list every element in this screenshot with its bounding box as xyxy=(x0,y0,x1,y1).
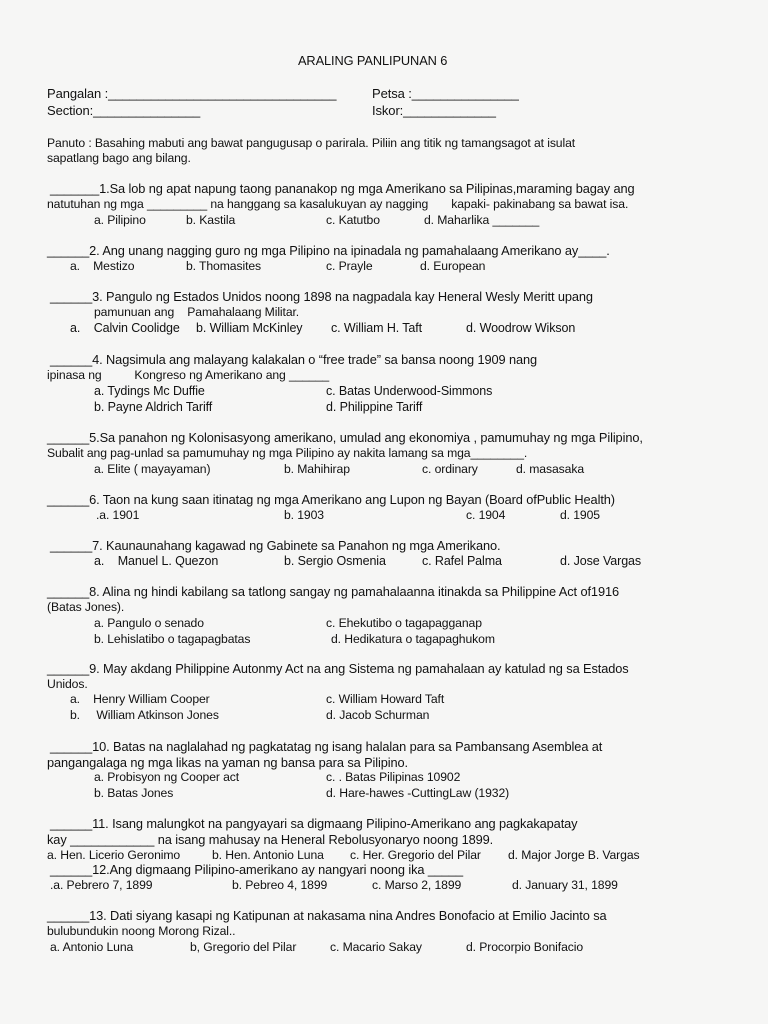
choice-c: c. Batas Underwood-Simmons xyxy=(326,384,493,398)
question-text: ______11. Isang malungkot na pangyayari sa digmaang Pilipino-Amerikano ang pagkakapatay xyxy=(50,816,578,831)
question-text: ______2. Ang unang nagging guro ng mga Pilipino na ipinadala ng pamahalaang Amerikano ay____. xyxy=(47,243,610,258)
choice-c: c. Katutbo xyxy=(326,213,380,227)
choice-a: a. Mestizo xyxy=(70,259,135,273)
question-text: ipinasa ng Kongreso ng Amerikano ang ______ xyxy=(47,368,330,382)
choice-c: c. Ehekutibo o tagapagganap xyxy=(326,616,482,630)
choice-a: a. Pilipino xyxy=(94,213,146,227)
question-text: kay ____________ na isang mahusay na Heneral Rebolusyonaryo noong 1899. xyxy=(47,832,494,847)
question-text: ______6. Taon na kung saan itinatag ng mga Amerikano ang Lupon ng Bayan (Board ofPublic Health) xyxy=(47,492,615,507)
question-text: Unidos. xyxy=(47,677,88,691)
choice-a: a. Elite ( mayayaman) xyxy=(94,462,211,476)
choice-b: b. Sergio Osmenia xyxy=(284,554,386,568)
question-text: ______5.Sa panahon ng Kolonisasyong amerikano, umulad ang ekonomiya , pamumuhay ng mga Pilipino, xyxy=(47,430,643,445)
choice-b: b, Gregorio del Pilar xyxy=(190,940,297,954)
question-text: ______13. Dati siyang kasapi ng Katipunan at nakasama nina Andres Bonofacio at Emilio Jacinto sa xyxy=(47,908,607,923)
choice-b: b. 1903 xyxy=(284,508,324,522)
page-title: ARALING PANLIPUNAN 6 xyxy=(298,53,448,68)
choice-c: c. Prayle xyxy=(326,259,373,273)
question-text: ______7. Kaunaunahang kagawad ng Gabinete sa Panahon ng mga Amerikano. xyxy=(50,538,501,553)
choice-d: d. Jose Vargas xyxy=(560,554,642,568)
choice-b: b. Thomasites xyxy=(186,259,262,273)
choice-a: a. Hen. Licerio Geronimo xyxy=(47,848,181,862)
choice-a: a. Calvin Coolidge xyxy=(70,321,180,335)
question-text: pangangalaga ng mga likas na yaman ng bansa para sa Pilipino. xyxy=(47,755,408,770)
question-text: _______1.Sa lob ng apat napung taong pananakop ng mga Amerikano sa Pilipinas,maraming bagay ang xyxy=(50,181,635,196)
choice-b: b. Lehislatibo o tagapagbatas xyxy=(94,632,251,646)
question-text: bulubundukin noong Morong Rizal.. xyxy=(47,924,236,938)
choice-d: d. Hedikatura o tagapaghukom xyxy=(331,632,495,646)
choice-b: b. Kastila xyxy=(186,213,236,227)
choice-a: a. Manuel L. Quezon xyxy=(94,554,219,568)
choice-d: d. 1905 xyxy=(560,508,600,522)
choice-d: d. Hare-hawes -CuttingLaw (1932) xyxy=(326,786,510,800)
choice-b: b. William Atkinson Jones xyxy=(70,708,219,722)
choice-d: d. masasaka xyxy=(516,462,584,476)
choice-b: b. Pebreo 4, 1899 xyxy=(232,878,328,892)
choice-c: c. William H. Taft xyxy=(331,321,423,335)
choice-d: d. Woodrow Wikson xyxy=(466,321,576,335)
choice-b: b. Hen. Antonio Luna xyxy=(212,848,324,862)
choice-a: a. Pangulo o senado xyxy=(94,616,204,630)
choice-d: d. January 31, 1899 xyxy=(512,878,618,892)
choice-a: a. Henry William Cooper xyxy=(70,692,210,706)
question-text: (Batas Jones). xyxy=(47,600,125,614)
question-text: ______12.Ang digmaang Pilipino-amerikano ay nangyari noong ika _____ xyxy=(50,862,463,877)
question-text: natutuhan ng mga _________ na hanggang sa kasalukuyan ay nagging kapaki- pakinabang sa bawat isa. xyxy=(47,197,629,211)
question-text: ______10. Batas na naglalahad ng pagkatatag ng isang halalan para sa Pambansang Asemblea at xyxy=(50,739,603,754)
question-text: Subalit ang pag-unlad sa pamumuhay ng mga Pilipino ay nakita lamang sa mga________. xyxy=(47,446,528,460)
choice-c: c. Rafel Palma xyxy=(422,554,502,568)
question-text: ______8. Alina ng hindi kabilang sa tatlong sangay ng pamahalaanna itinakda sa Philippine Act of1916 xyxy=(47,584,619,599)
choice-b: b. Batas Jones xyxy=(94,786,174,800)
choice-c: c. . Batas Pilipinas 10902 xyxy=(326,770,461,784)
choice-a: a. Probisyon ng Cooper act xyxy=(94,770,240,784)
instructions-line: Panuto : Basahing mabuti ang bawat pangugusap o parirala. Piliin ang titik ng tamangsagot at isulat xyxy=(47,136,576,150)
choice-d: d. Maharlika _______ xyxy=(424,213,540,227)
date-field[interactable]: Petsa :_______________ xyxy=(372,86,519,101)
choice-c: c. Macario Sakay xyxy=(330,940,422,954)
choice-a: a. Antonio Luna xyxy=(50,940,134,954)
choice-c: c. 1904 xyxy=(466,508,506,522)
question-text: ______4. Nagsimula ang malayang kalakalan o “free trade” sa bansa noong 1909 nang xyxy=(50,352,538,367)
score-field[interactable]: Iskor:_____________ xyxy=(372,103,496,118)
question-text: pamunuan ang Pamahalaang Militar. xyxy=(94,305,300,319)
choice-d: d. European xyxy=(420,259,486,273)
choice-d: d. Jacob Schurman xyxy=(326,708,430,722)
choice-b: b. Mahihirap xyxy=(284,462,350,476)
choice-d: d. Major Jorge B. Vargas xyxy=(508,848,640,862)
choice-c: c. William Howard Taft xyxy=(326,692,445,706)
question-text: ______3. Pangulo ng Estados Unidos noong 1898 na nagpadala kay Heneral Wesly Meritt upang xyxy=(50,289,593,304)
choice-d: d. Procorpio Bonifacio xyxy=(466,940,584,954)
choice-d: d. Philippine Tariff xyxy=(326,400,423,414)
choice-c: c. ordinary xyxy=(422,462,478,476)
question-text: ______9. May akdang Philippine Autonmy Act na ang Sistema ng pamahalaan ay katulad ng sa Estados xyxy=(47,661,629,676)
choice-a: a. Tydings Mc Duffie xyxy=(94,384,205,398)
instructions-line: sapatlang bago ang bilang. xyxy=(47,151,191,165)
choice-a: .a. 1901 xyxy=(96,508,140,522)
choice-c: c. Marso 2, 1899 xyxy=(372,878,462,892)
choice-b: b. William McKinley xyxy=(196,321,303,335)
choice-b: b. Payne Aldrich Tariff xyxy=(94,400,213,414)
section-field[interactable]: Section:_______________ xyxy=(47,103,201,118)
choice-c: c. Her. Gregorio del Pilar xyxy=(350,848,481,862)
name-field[interactable]: Pangalan :________________________________ xyxy=(47,86,337,101)
choice-a: .a. Pebrero 7, 1899 xyxy=(50,878,153,892)
